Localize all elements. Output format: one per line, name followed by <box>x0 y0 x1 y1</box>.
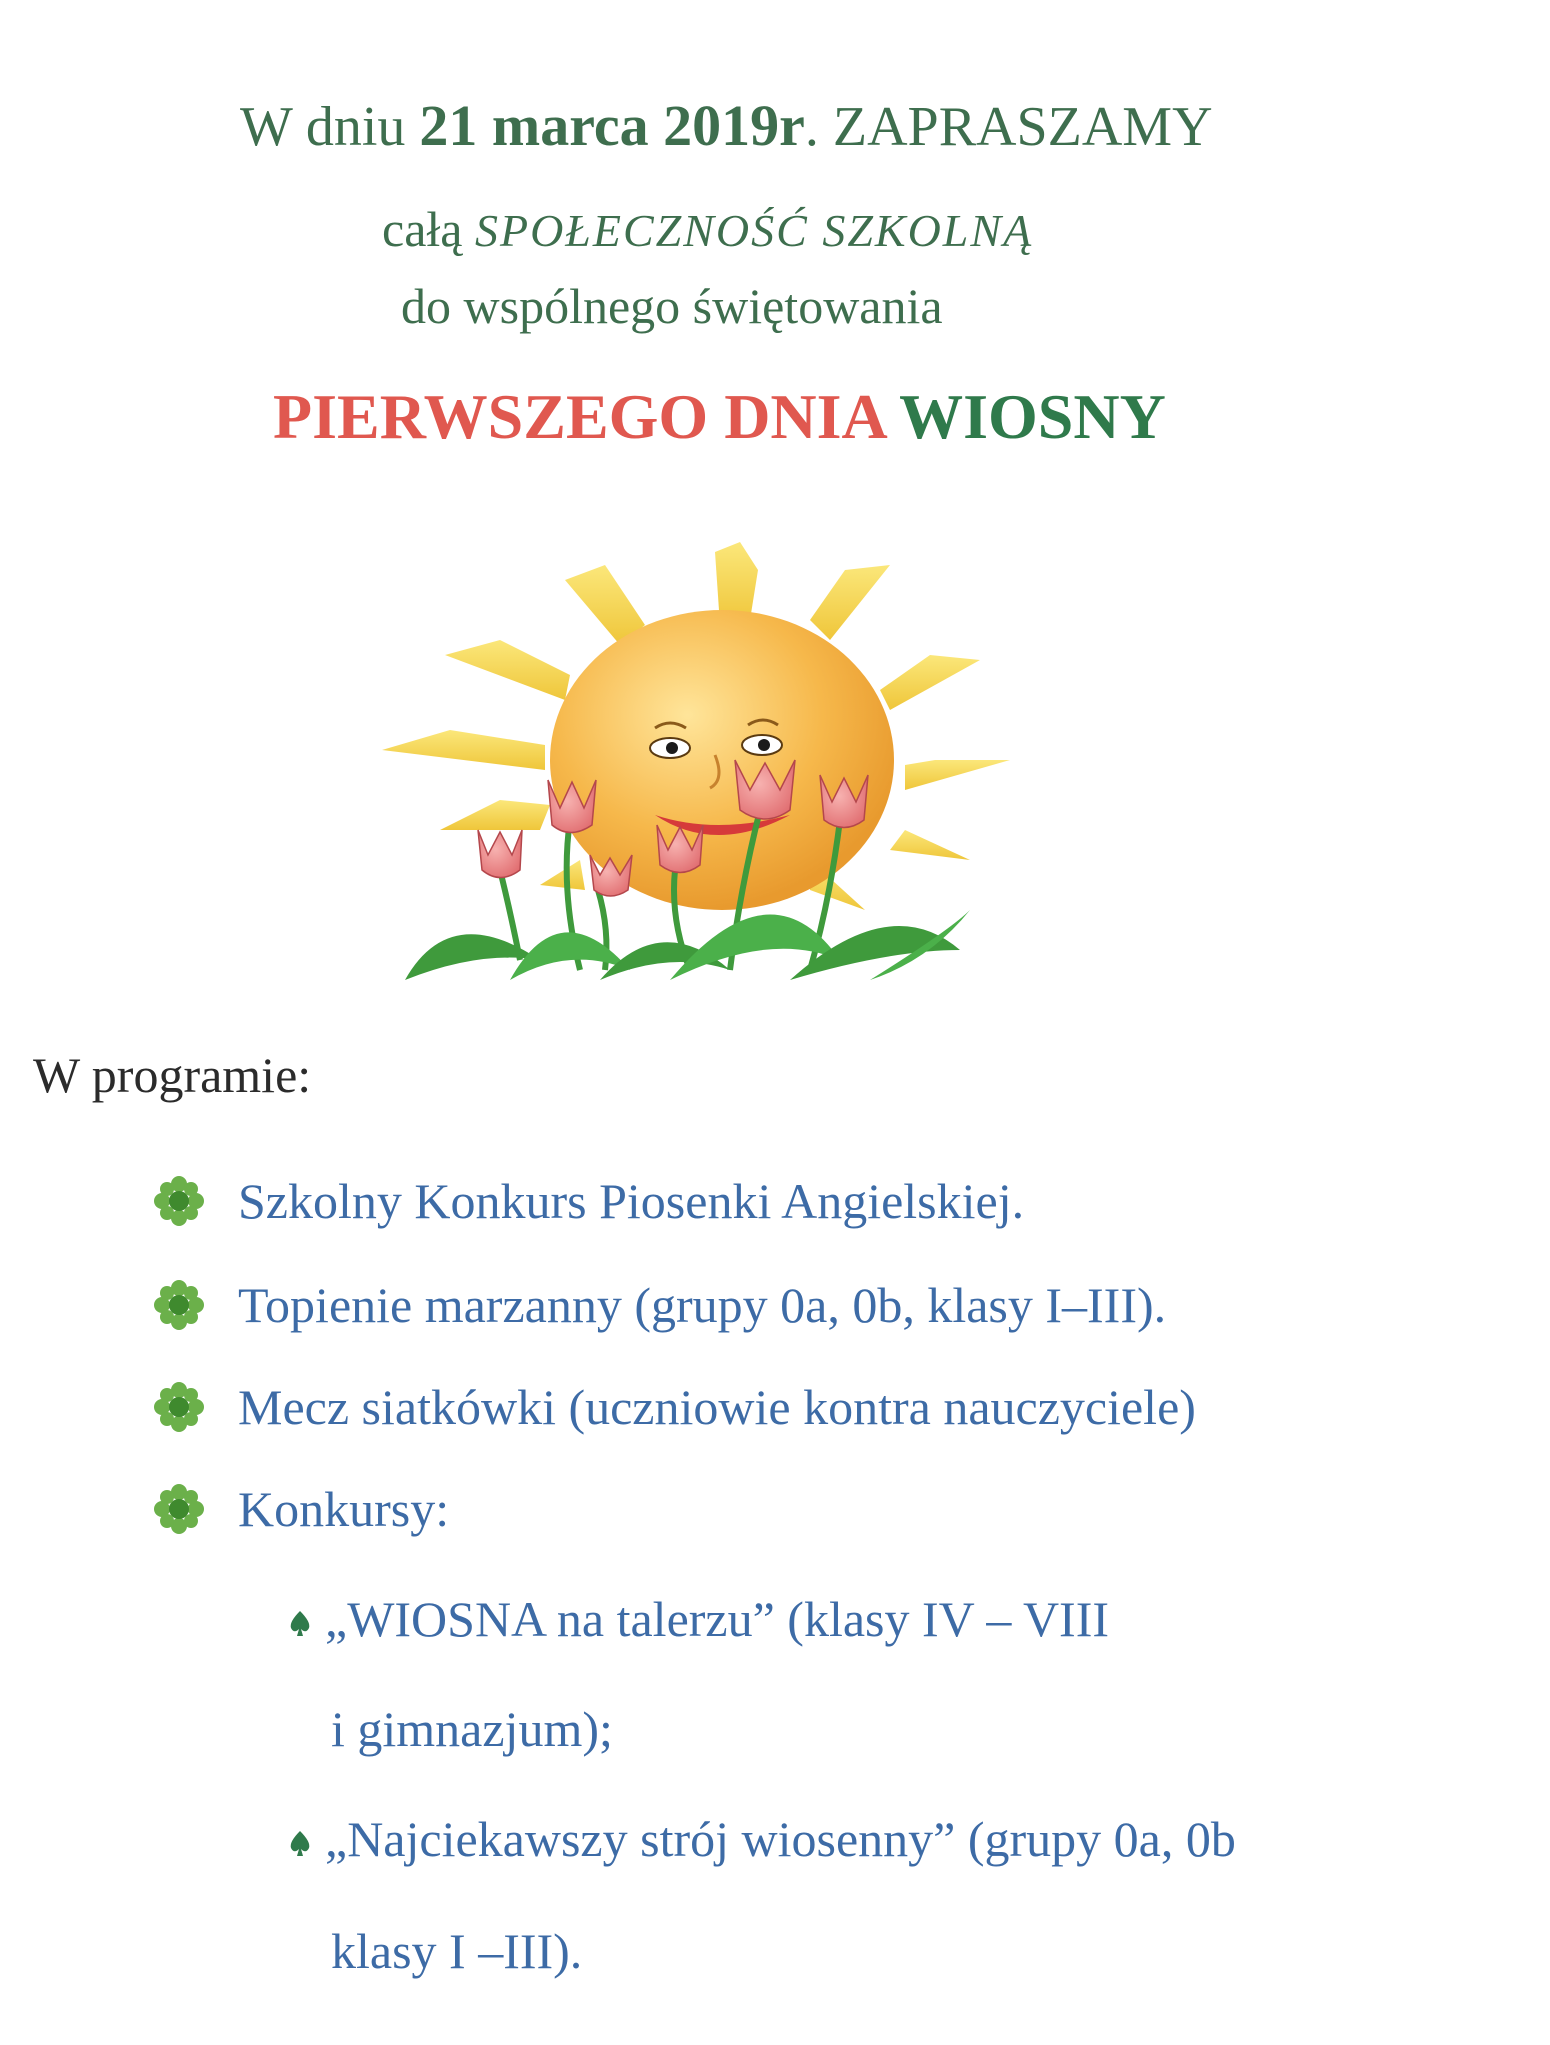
green-spade-icon <box>285 1828 315 1858</box>
list-item <box>150 1378 1196 1442</box>
header-line-1 <box>0 92 1550 159</box>
sub-list-item-continuation: klasy I –III). <box>331 1923 583 1979</box>
line1-suffix: . ZAPRASZAMY <box>804 96 1213 158</box>
list-item-text: Szkolny Konkurs Piosenki Angielskiej. <box>238 1173 1025 1229</box>
green-flower-bullet-icon <box>150 1276 208 1334</box>
line1-prefix: W dniu <box>240 96 420 158</box>
list-item <box>150 1276 1166 1340</box>
list-item <box>150 1480 449 1544</box>
tulip-leaves <box>405 910 970 980</box>
header-line-2 <box>0 200 1550 258</box>
list-item-text: Mecz siatkówki (uczniowie kontra nauczyciele) <box>238 1379 1196 1435</box>
green-flower-bullet-icon <box>150 1480 208 1538</box>
school-community: SPOŁECZNOŚĆ SZKOLNĄ <box>474 205 1034 256</box>
header-line-3: do wspólnego świętowania <box>401 278 943 334</box>
event-date: 21 marca 2019r <box>419 93 805 158</box>
sub-list-item <box>285 1590 1109 1648</box>
list-item <box>150 1172 1024 1236</box>
green-spade-icon <box>285 1608 315 1638</box>
sun-face <box>550 610 894 910</box>
sub-list-item-text: „Najciekawszy strój wiosenny” (grupy 0a, 0b <box>325 1811 1236 1867</box>
program-heading: W programie: <box>33 1047 312 1103</box>
green-flower-bullet-icon <box>150 1378 208 1436</box>
title-green-part: WIOSNY <box>899 381 1166 452</box>
list-item-text: Konkursy: <box>238 1481 450 1537</box>
green-flower-bullet-icon <box>150 1172 208 1230</box>
sub-list-item <box>285 1810 1236 1868</box>
list-item-text: Topienie marzanny (grupy 0a, 0b, klasy I–III). <box>238 1277 1167 1333</box>
sub-list-item-continuation: i gimnazjum); <box>331 1701 613 1757</box>
line2-prefix: całą <box>382 201 475 257</box>
smiling-sun-with-tulips-icon <box>370 530 1150 990</box>
title-red-part: PIERWSZEGO DNIA <box>273 381 900 452</box>
page-title <box>0 380 1550 454</box>
sub-list-item-text: „WIOSNA na talerzu” (klasy IV – VIII <box>325 1591 1110 1647</box>
